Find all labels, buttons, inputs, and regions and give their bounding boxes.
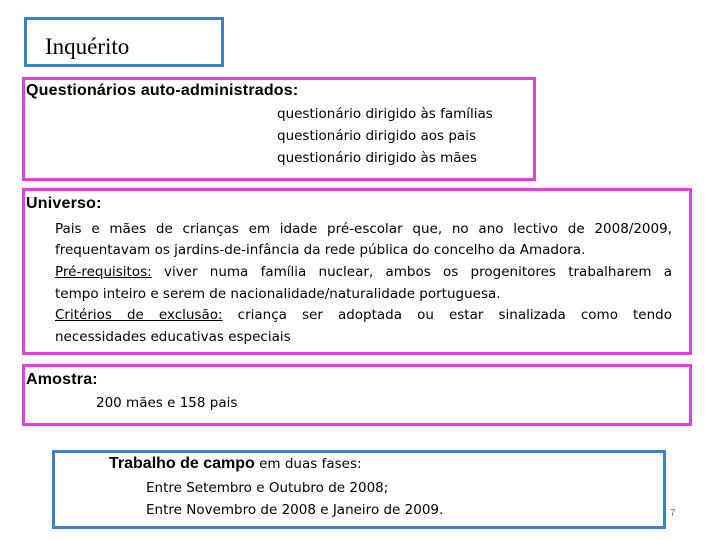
trabalho-item: Entre Setembro e Outubro de 2008; bbox=[146, 480, 389, 496]
trabalho-heading: Trabalho de campo bbox=[109, 455, 255, 472]
trabalho-heading-line bbox=[109, 455, 362, 473]
prerequisitos-line-2: tempo inteiro e serem de nacionalidade/naturalidade portuguesa. bbox=[55, 286, 501, 302]
title-box bbox=[24, 17, 224, 67]
slide-title: Inquérito bbox=[45, 34, 130, 59]
criterios-text: criança ser adoptada ou estar sinalizada como tendo bbox=[237, 307, 673, 323]
prerequisitos-label: Pré-requisitos: bbox=[55, 264, 152, 280]
criterios-line-2: necessidades educativas especiais bbox=[55, 329, 291, 345]
universo-heading: Universo: bbox=[26, 195, 102, 212]
questionario-item: questionário dirigido às famílias bbox=[277, 106, 493, 122]
criterios-line bbox=[55, 307, 672, 323]
universo-line: Pais e mães de crianças em idade pré-escolar que, no ano lectivo de 2008/2009, bbox=[55, 221, 672, 237]
questionarios-heading: Questionários auto-administrados: bbox=[26, 82, 299, 99]
questionario-item: questionário dirigido às mães bbox=[277, 150, 477, 166]
universo-line: frequentavam os jardins-de-infância da rede pública do concelho da Amadora. bbox=[55, 242, 586, 258]
amostra-text: 200 mães e 158 pais bbox=[96, 395, 238, 411]
amostra-heading: Amostra: bbox=[26, 371, 98, 388]
prerequisitos-text: viver numa família nuclear, ambos os progenitores trabalharem a bbox=[163, 264, 672, 280]
page-number: 7 bbox=[670, 508, 676, 519]
trabalho-item: Entre Novembro de 2008 e Janeiro de 2009. bbox=[146, 502, 444, 518]
trabalho-heading-suffix: em duas fases: bbox=[259, 456, 362, 472]
questionario-item: questionário dirigido aos pais bbox=[277, 128, 476, 144]
criterios-label: Critérios de exclusão: bbox=[55, 307, 223, 323]
prerequisitos-line bbox=[55, 264, 672, 280]
